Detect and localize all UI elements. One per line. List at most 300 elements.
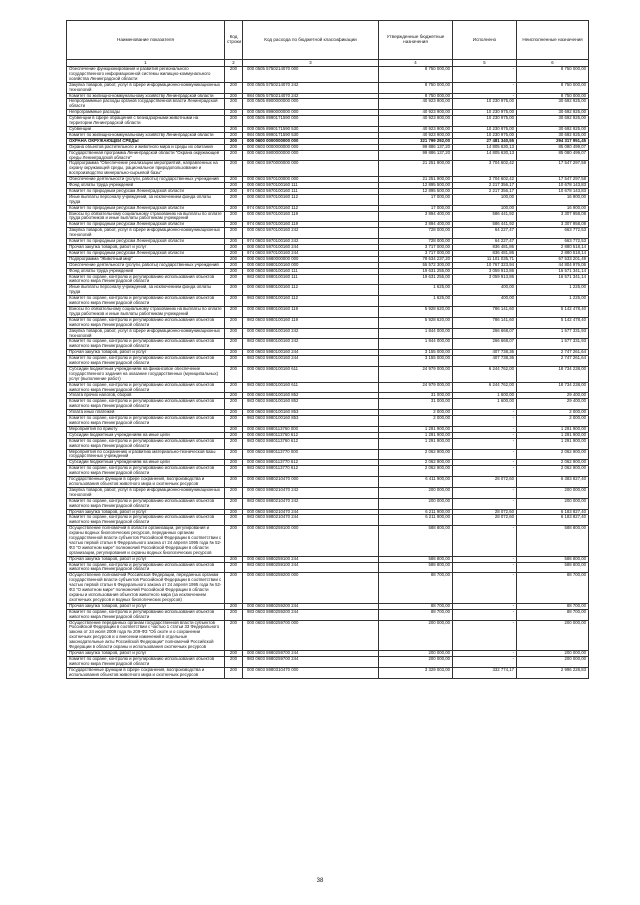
indicator-name: ОХРАНА ОКРУЖАЮЩЕЙ СРЕДЫ bbox=[67, 138, 225, 144]
indicator-name: Закупка товаров, работ, услуг в сфере информационно-коммуникационных технологий bbox=[67, 82, 225, 93]
executed-amount: 3 059 913,86 bbox=[453, 274, 517, 285]
line-code: 200 bbox=[225, 515, 243, 526]
approved-amount: 8 750 000,00 bbox=[379, 82, 453, 93]
table-row bbox=[67, 487, 589, 498]
approved-amount: 1 291 900,00 bbox=[379, 432, 453, 438]
indicator-name: Мероприятия по приюту bbox=[67, 426, 225, 432]
indicator-name: Взносы по обязательному социальному страхованию на выплаты по оплате труда работников и иные выплаты работникам учреждений bbox=[67, 211, 225, 222]
approved-amount: 1 625,00 bbox=[379, 296, 453, 307]
unexecuted-amount: 8 750 000,00 bbox=[517, 82, 589, 93]
budget-code: 000 0600 0000000000 000 bbox=[243, 138, 379, 144]
line-code: 200 bbox=[225, 526, 243, 556]
line-code: 200 bbox=[225, 609, 243, 620]
unexecuted-amount: 294 317 951,45 bbox=[517, 138, 589, 144]
unexecuted-amount: 8 750 000,00 bbox=[517, 67, 589, 83]
executed-amount: 10 230 975,00 bbox=[453, 126, 517, 132]
unexecuted-amount: 30 692 925,00 bbox=[517, 99, 589, 110]
budget-code: 000 0603 0000000000 000 bbox=[243, 144, 379, 150]
executed-amount: 400,00 bbox=[453, 296, 517, 307]
unexecuted-amount: 6 183 827,40 bbox=[517, 515, 589, 526]
unexecuted-amount: 16 900,00 bbox=[517, 194, 589, 205]
executed-amount: - bbox=[453, 466, 517, 477]
indicator-name: Субвенции bbox=[67, 126, 225, 132]
line-code: 200 bbox=[225, 620, 243, 650]
indicator-name: Субсидии бюджетным учреждениям на иные цели bbox=[67, 432, 225, 438]
approved-amount: 588 800,00 bbox=[379, 556, 453, 562]
indicator-name: Комитет по охране, контролю и регулированию использования объектов животного мира Ленинградской области bbox=[67, 399, 225, 410]
indicator-name: Закупка товаров, работ, услуг в сфере информационно-коммуникационных технологий bbox=[67, 487, 225, 498]
indicator-name: Комитет по охране, контролю и регулированию использования объектов животного мира Ленинградской области bbox=[67, 656, 225, 667]
line-code: 200 bbox=[225, 498, 243, 509]
indicator-name: Охрана объектов растительного и животного мира и среды их обитания bbox=[67, 144, 225, 150]
executed-amount: 266 668,07 bbox=[453, 328, 517, 339]
unexecuted-amount: 1 225,00 bbox=[517, 285, 589, 296]
line-code: 200 bbox=[225, 667, 243, 678]
indicator-name: Иные выплаты персоналу учреждений, за исключением фонда оплаты труда bbox=[67, 194, 225, 205]
budget-code: 000 0603 5980210470 000 bbox=[243, 477, 379, 488]
indicator-name: Комитет по природным ресурсам Ленинградской области bbox=[67, 239, 225, 245]
executed-amount: - bbox=[453, 410, 517, 416]
executed-amount: - bbox=[453, 426, 517, 432]
indicator-name: Комитет по охране, контролю и регулированию использования объектов животного мира Ленинградской области bbox=[67, 274, 225, 285]
table-row bbox=[67, 573, 589, 603]
approved-amount: 3 894 400,00 bbox=[379, 222, 453, 228]
executed-amount: 1 600,00 bbox=[453, 399, 517, 410]
indicator-name: Подпрограмма "Животный мир" bbox=[67, 256, 225, 262]
approved-amount: 31 000,00 bbox=[379, 393, 453, 399]
line-code: 200 bbox=[225, 205, 243, 211]
unexecuted-amount: 2 880 518,14 bbox=[517, 250, 589, 256]
line-code: 200 bbox=[225, 188, 243, 194]
table-row bbox=[67, 498, 589, 509]
unexecuted-amount: 10 678 143,83 bbox=[517, 183, 589, 189]
line-code: 200 bbox=[225, 556, 243, 562]
table-row bbox=[67, 82, 589, 93]
unexecuted-amount: 2 000,00 bbox=[517, 416, 589, 427]
budget-code: 983 0603 5980113770 612 bbox=[243, 466, 379, 477]
executed-amount: 28 072,60 bbox=[453, 477, 517, 488]
budget-code: 974 0603 5970100160 112 bbox=[243, 205, 379, 211]
budget-code: 000 0603 5970100160 244 bbox=[243, 245, 379, 251]
executed-amount: 332 774,17 bbox=[453, 667, 517, 678]
indicator-name: Осуществление переданных органам государственной власти субъектов Российской Федерации в соответствии с частью 1 статьи 33 Федерального закона от 24 июля 2009 года № 209-ФЗ "Об охоте и о сохранении охотничьих ресурсов и о внесении изменений в отдельные законодательные акты Российской Федерации" полномочий Российской Федерации в области охраны и использования охотничьих ресурсов bbox=[67, 620, 225, 650]
table-row bbox=[67, 515, 589, 526]
unexecuted-amount: 588 800,00 bbox=[517, 526, 589, 556]
executed-amount: 100,00 bbox=[453, 205, 517, 211]
executed-amount: 3 704 602,42 bbox=[453, 161, 517, 177]
budget-code: 000 0603 5980100160 852 bbox=[243, 393, 379, 399]
indicator-name: Осуществление полномочий в области организации, регулирования и охраны водных биологических ресурсов, переданных органам государственной власти субъектов Российской Федерации в соответствии с частью первой статьи 6 Федерального закона от 24 апреля 1995 года № 52-ФЗ "О животном мире" полномочий Российской Федерации в области организации, регулирования и охраны водных биологических ресурсов bbox=[67, 526, 225, 556]
approved-amount: 200 000,00 bbox=[379, 487, 453, 498]
table-row bbox=[67, 438, 589, 449]
budget-code: 983 0603 5980259200 244 bbox=[243, 609, 379, 620]
budget-code: 974 0603 5970100160 111 bbox=[243, 188, 379, 194]
table-row bbox=[67, 296, 589, 307]
approved-amount: 1 291 900,00 bbox=[379, 438, 453, 449]
indicator-name: Прочая закупка товаров, работ и услуг bbox=[67, 245, 225, 251]
approved-amount: 40 923 900,00 bbox=[379, 116, 453, 127]
indicator-name: Комитет по охране, контролю и регулированию использования объектов животного мира Ленинградской области bbox=[67, 296, 225, 307]
table-row bbox=[67, 194, 589, 205]
indicator-name: Фонд оплаты труда учреждений bbox=[67, 268, 225, 274]
line-code: 200 bbox=[225, 656, 243, 667]
table-row bbox=[67, 356, 589, 367]
executed-amount: 586 441,92 bbox=[453, 211, 517, 222]
unexecuted-amount: 588 800,00 bbox=[517, 562, 589, 573]
executed-amount: 2 217 356,17 bbox=[453, 183, 517, 189]
executed-amount: 10 230 975,00 bbox=[453, 110, 517, 116]
budget-code: 000 0505 5750214070 000 bbox=[243, 67, 379, 83]
unexecuted-amount: 3 307 958,08 bbox=[517, 222, 589, 228]
executed-amount: 11 101 035,71 bbox=[453, 256, 517, 262]
unexecuted-amount: 2 062 900,00 bbox=[517, 466, 589, 477]
budget-code: 000 0603 5970100160 112 bbox=[243, 194, 379, 205]
table-row bbox=[67, 161, 589, 177]
executed-amount: 14 805 630,13 bbox=[453, 144, 517, 150]
unexecuted-amount: 2 747 261,64 bbox=[517, 350, 589, 356]
executed-amount: - bbox=[453, 609, 517, 620]
indicator-name: Субсидии бюджетным учреждениям на иные цели bbox=[67, 460, 225, 466]
approved-amount: 728 000,00 bbox=[379, 228, 453, 239]
indicator-name: Комитет по природным ресурсам Ленинградской области bbox=[67, 250, 225, 256]
approved-amount: 12 895 500,00 bbox=[379, 183, 453, 189]
table-row bbox=[67, 99, 589, 110]
unexecuted-amount: 200 000,00 bbox=[517, 620, 589, 650]
column-index: 2 bbox=[225, 60, 243, 67]
executed-amount: 786 141,60 bbox=[453, 317, 517, 328]
page-number: 38 bbox=[316, 878, 324, 884]
budget-code: 000 0603 5980259100 244 bbox=[243, 556, 379, 562]
unexecuted-amount: 67 533 201,49 bbox=[517, 256, 589, 262]
executed-amount: 407 738,36 bbox=[453, 356, 517, 367]
line-code: 200 bbox=[225, 466, 243, 477]
executed-amount: - bbox=[453, 93, 517, 99]
approved-amount: 200 000,00 bbox=[379, 620, 453, 650]
table-row bbox=[67, 228, 589, 239]
executed-amount: - bbox=[453, 556, 517, 562]
budget-code: 000 0603 5970000000 000 bbox=[243, 161, 379, 177]
executed-amount: 10 230 975,00 bbox=[453, 116, 517, 127]
executed-amount: 3 059 913,86 bbox=[453, 268, 517, 274]
executed-amount: - bbox=[453, 620, 517, 650]
line-code: 200 bbox=[225, 477, 243, 488]
line-code: 200 bbox=[225, 239, 243, 245]
budget-code: 000 0603 5970100160 242 bbox=[243, 228, 379, 239]
executed-amount: - bbox=[453, 573, 517, 603]
approved-amount: 88 700,00 bbox=[379, 603, 453, 609]
budget-code: 000 0603 5900000000 000 bbox=[243, 150, 379, 161]
approved-amount: 88 700,00 bbox=[379, 609, 453, 620]
line-code: 200 bbox=[225, 110, 243, 116]
line-code: 200 bbox=[225, 366, 243, 382]
approved-amount: 728 000,00 bbox=[379, 239, 453, 245]
header-budget-code: Код расхода по бюджетной классификации bbox=[243, 21, 379, 60]
table-row bbox=[67, 366, 589, 382]
line-code: 200 bbox=[225, 67, 243, 83]
table-body bbox=[67, 67, 589, 679]
line-code: 200 bbox=[225, 268, 243, 274]
approved-amount: 6 411 900,00 bbox=[379, 477, 453, 488]
table-row bbox=[67, 150, 589, 161]
budget-code: 000 0603 5980100160 611 bbox=[243, 366, 379, 382]
line-code: 200 bbox=[225, 573, 243, 603]
unexecuted-amount: 18 734 238,00 bbox=[517, 366, 589, 382]
approved-amount: 3 717 000,00 bbox=[379, 245, 453, 251]
expenditure-table bbox=[66, 20, 589, 679]
executed-amount: 28 072,60 bbox=[453, 509, 517, 515]
line-code: 200 bbox=[225, 211, 243, 222]
table-row bbox=[67, 667, 589, 678]
line-code: 200 bbox=[225, 116, 243, 127]
indicator-name: Государственные функции в сфере сохранения, воспроизводства и использования объектов животного мира и охотничьих ресурсов bbox=[67, 667, 225, 678]
approved-amount: 1 625,00 bbox=[379, 285, 453, 296]
budget-code: 000 0505 5750214070 242 bbox=[243, 82, 379, 93]
line-code: 200 bbox=[225, 228, 243, 239]
indicator-name: Прочая закупка товаров, работ и услуг bbox=[67, 556, 225, 562]
unexecuted-amount: 3 307 958,08 bbox=[517, 211, 589, 222]
approved-amount: 88 700,00 bbox=[379, 573, 453, 603]
budget-code: 000 0505 8990000000 000 bbox=[243, 110, 379, 116]
unexecuted-amount: 8 750 000,00 bbox=[517, 93, 589, 99]
header-unexecuted: Неисполненные назначения bbox=[517, 21, 589, 60]
unexecuted-amount: 1 291 900,00 bbox=[517, 432, 589, 438]
line-code: 200 bbox=[225, 161, 243, 177]
approved-amount: 40 923 900,00 bbox=[379, 132, 453, 138]
budget-code: 000 0603 5980259700 000 bbox=[243, 620, 379, 650]
budget-code: 000 0603 5980210470 244 bbox=[243, 509, 379, 515]
table-header bbox=[67, 21, 589, 60]
budget-code: 000 0603 5980100160 119 bbox=[243, 306, 379, 317]
approved-amount: 1 844 000,00 bbox=[379, 328, 453, 339]
budget-code: 000 0603 5980113770 000 bbox=[243, 449, 379, 460]
executed-amount: - bbox=[453, 498, 517, 509]
table-row bbox=[67, 306, 589, 317]
unexecuted-amount: 2 062 900,00 bbox=[517, 460, 589, 466]
line-code: 200 bbox=[225, 194, 243, 205]
indicator-name: Уплата иных платежей bbox=[67, 410, 225, 416]
table-row bbox=[67, 285, 589, 296]
budget-code: 983 0603 5980100160 119 bbox=[243, 317, 379, 328]
line-code: 200 bbox=[225, 460, 243, 466]
budget-code: 000 0603 5970100000 000 bbox=[243, 177, 379, 183]
line-code: 200 bbox=[225, 650, 243, 656]
approved-amount: 17 000,00 bbox=[379, 205, 453, 211]
line-code: 200 bbox=[225, 177, 243, 183]
executed-amount: - bbox=[453, 432, 517, 438]
approved-amount: 8 750 000,00 bbox=[379, 67, 453, 83]
budget-code: 000 0603 5980259200 000 bbox=[243, 573, 379, 603]
executed-amount: 27 481 340,55 bbox=[453, 138, 517, 144]
line-code: 200 bbox=[225, 317, 243, 328]
executed-amount: 28 072,60 bbox=[453, 515, 517, 526]
budget-code: 984 0505 8990171590 530 bbox=[243, 132, 379, 138]
budget-code: 983 0603 5980259100 244 bbox=[243, 562, 379, 573]
line-code: 200 bbox=[225, 426, 243, 432]
executed-amount: 64 227,47 bbox=[453, 239, 517, 245]
executed-amount: - bbox=[453, 416, 517, 427]
executed-amount: 786 141,60 bbox=[453, 306, 517, 317]
executed-amount: 3 704 602,42 bbox=[453, 177, 517, 183]
indicator-name: Прочая закупка товаров, работ и услуг bbox=[67, 509, 225, 515]
table-row bbox=[67, 328, 589, 339]
indicator-name: Комитет по охране, контролю и регулированию использования объектов животного мира Ленинградской области bbox=[67, 562, 225, 573]
budget-code: 983 0603 5980210470 244 bbox=[243, 515, 379, 526]
table-row bbox=[67, 609, 589, 620]
indicator-name: Комитет по охране, контролю и регулированию использования объектов животного мира Ленинградской области bbox=[67, 416, 225, 427]
approved-amount: 2 062 900,00 bbox=[379, 449, 453, 460]
budget-code: 000 0603 5980113770 612 bbox=[243, 460, 379, 466]
unexecuted-amount: 88 700,00 bbox=[517, 609, 589, 620]
indicator-name: Комитет по жилищно-коммунальному хозяйству Ленинградской области bbox=[67, 132, 225, 138]
indicator-name: Уплата прочих налогов, сборов bbox=[67, 393, 225, 399]
indicator-name: Осуществление полномочий Российской Федерации, переданных органам государственной власти субъектов Российской Федерации в соответствии с частью первой статьи 6 Федерального закона от 24 апреля 1995 года № 52-ФЗ "О животном мире" полномочий Российской Федерации в области охраны и использования объектов животного мира (за исключением охотничьих ресурсов и водных биологических ресурсов) bbox=[67, 573, 225, 603]
executed-amount: - bbox=[453, 449, 517, 460]
line-code: 200 bbox=[225, 99, 243, 110]
line-code: 200 bbox=[225, 296, 243, 307]
line-code: 200 bbox=[225, 262, 243, 268]
unexecuted-amount: 2 062 900,00 bbox=[517, 449, 589, 460]
table-row bbox=[67, 526, 589, 556]
budget-code: 974 0603 5970100160 242 bbox=[243, 239, 379, 245]
approved-amount: 3 894 400,00 bbox=[379, 211, 453, 222]
line-code: 200 bbox=[225, 509, 243, 515]
budget-code: 983 0603 5980100160 112 bbox=[243, 296, 379, 307]
table-row bbox=[67, 562, 589, 573]
indicator-name: Комитет по охране, контролю и регулированию использования объектов животного мира Ленинградской области bbox=[67, 609, 225, 620]
unexecuted-amount: 588 800,00 bbox=[517, 556, 589, 562]
budget-code: 000 0603 5980100160 111 bbox=[243, 268, 379, 274]
table-row bbox=[67, 339, 589, 350]
approved-amount: 19 631 255,00 bbox=[379, 274, 453, 285]
unexecuted-amount: 1 577 331,93 bbox=[517, 339, 589, 350]
line-code: 200 bbox=[225, 382, 243, 393]
line-code: 200 bbox=[225, 93, 243, 99]
executed-amount: 100,00 bbox=[453, 194, 517, 205]
executed-amount: 586 441,92 bbox=[453, 222, 517, 228]
approved-amount: 99 886 137,20 bbox=[379, 150, 453, 161]
column-index: 1 bbox=[67, 60, 225, 67]
unexecuted-amount: 88 700,00 bbox=[517, 603, 589, 609]
indicator-name: Государственная программа Ленинградской области "Охрана окружающей среды Ленинградской области" bbox=[67, 150, 225, 161]
table-row bbox=[67, 382, 589, 393]
budget-code: 000 0603 5980100160 112 bbox=[243, 285, 379, 296]
budget-code: 983 0603 5980100160 611 bbox=[243, 382, 379, 393]
unexecuted-amount: 663 772,53 bbox=[517, 239, 589, 245]
unexecuted-amount: 85 080 499,07 bbox=[517, 144, 589, 150]
indicator-name: Комитет по охране, контролю и регулированию использования объектов животного мира Ленинградской области bbox=[67, 466, 225, 477]
indicator-name: Комитет по охране, контролю и регулированию использования объектов животного мира Ленинградской области bbox=[67, 317, 225, 328]
budget-code: 000 0603 5980259200 244 bbox=[243, 603, 379, 609]
line-code: 200 bbox=[225, 285, 243, 296]
line-code: 200 bbox=[225, 144, 243, 150]
approved-amount: 3 717 000,00 bbox=[379, 250, 453, 256]
header-indicator-name: Наименование показателя bbox=[67, 21, 225, 60]
executed-amount: 266 668,07 bbox=[453, 339, 517, 350]
line-code: 200 bbox=[225, 350, 243, 356]
indicator-name: Подпрограмма "Обеспечение реализации мероприятий, направленных на охрану окружающей среды, рациональное природопользование и воспроизводство минерально-сырьевой базы" bbox=[67, 161, 225, 177]
approved-amount: 2 062 900,00 bbox=[379, 460, 453, 466]
unexecuted-amount: 16 900,00 bbox=[517, 205, 589, 211]
approved-amount: 321 799 292,00 bbox=[379, 138, 453, 144]
line-code: 200 bbox=[225, 416, 243, 427]
executed-amount: 10 767 323,94 bbox=[453, 262, 517, 268]
budget-code: 000 0603 5980259700 244 bbox=[243, 650, 379, 656]
approved-amount: 17 000,00 bbox=[379, 194, 453, 205]
approved-amount: 5 928 620,00 bbox=[379, 306, 453, 317]
approved-amount: 3 155 000,00 bbox=[379, 350, 453, 356]
unexecuted-amount: 200 000,00 bbox=[517, 650, 589, 656]
budget-code: 983 0603 5980100160 242 bbox=[243, 339, 379, 350]
approved-amount: 19 631 255,00 bbox=[379, 268, 453, 274]
indicator-name: Субсидии бюджетным учреждениям на финансовое обеспечение государственного задания на оказание государственных (муниципальных) услуг (выполнение работ) bbox=[67, 366, 225, 382]
budget-code: 984 0505 5750214070 242 bbox=[243, 93, 379, 99]
table-row bbox=[67, 466, 589, 477]
budget-code: 983 0603 5980100160 852 bbox=[243, 399, 379, 410]
unexecuted-amount: 200 000,00 bbox=[517, 656, 589, 667]
budget-code: 000 0603 5980100160 242 bbox=[243, 328, 379, 339]
indicator-name: Комитет по охране, контролю и регулированию использования объектов животного мира Ленинградской области bbox=[67, 498, 225, 509]
line-code: 200 bbox=[225, 82, 243, 93]
unexecuted-amount: 2 747 261,64 bbox=[517, 356, 589, 367]
executed-amount: 836 481,86 bbox=[453, 245, 517, 251]
indicator-name: Комитет по природным ресурсам Ленинградской области bbox=[67, 222, 225, 228]
unexecuted-amount: 1 291 900,00 bbox=[517, 426, 589, 432]
indicator-name: Государственные функции в сфере сохранения, воспроизводства и использования объектов животного мира и охотничьих ресурсов bbox=[67, 477, 225, 488]
line-code: 200 bbox=[225, 183, 243, 189]
unexecuted-amount: 30 692 925,00 bbox=[517, 126, 589, 132]
indicator-name: Прочая закупка товаров, работ и услуг bbox=[67, 603, 225, 609]
budget-code: 000 0603 5980310470 000 bbox=[243, 667, 379, 678]
budget-code: 000 0603 5980100160 853 bbox=[243, 410, 379, 416]
line-code: 200 bbox=[225, 487, 243, 498]
unexecuted-amount: 30 692 925,00 bbox=[517, 110, 589, 116]
indicator-name: Непрограммные расходы органов государственной власти Ленинградской области bbox=[67, 99, 225, 110]
indicator-name: Обеспечение деятельности (услуги, работы) государственных учреждений bbox=[67, 177, 225, 183]
indicator-name: Комитет по жилищно-коммунальному хозяйству Ленинградской области bbox=[67, 93, 225, 99]
budget-code: 983 0603 5980100160 853 bbox=[243, 416, 379, 427]
indicator-name: Обеспечение деятельности (услуги, работы) государственных учреждений bbox=[67, 262, 225, 268]
indicator-name: Закупка товаров, работ, услуг в сфере информационно-коммуникационных технологий bbox=[67, 328, 225, 339]
header-approved: Утвержденные бюджетные назначения bbox=[379, 21, 453, 60]
executed-amount: 6 244 762,00 bbox=[453, 382, 517, 393]
approved-amount: 40 923 900,00 bbox=[379, 110, 453, 116]
budget-code: 000 0603 5980259100 000 bbox=[243, 526, 379, 556]
table-row bbox=[67, 449, 589, 460]
budget-code: 000 0603 5980113760 000 bbox=[243, 426, 379, 432]
unexecuted-amount: 29 400,00 bbox=[517, 393, 589, 399]
unexecuted-amount: 44 804 976,06 bbox=[517, 262, 589, 268]
unexecuted-amount: 30 692 925,00 bbox=[517, 132, 589, 138]
approved-amount: 6 211 900,00 bbox=[379, 515, 453, 526]
approved-amount: 24 979 000,00 bbox=[379, 382, 453, 393]
unexecuted-amount: 1 577 331,93 bbox=[517, 328, 589, 339]
approved-amount: 40 923 900,00 bbox=[379, 126, 453, 132]
executed-amount: - bbox=[453, 487, 517, 498]
approved-amount: 21 251 900,00 bbox=[379, 161, 453, 177]
table-row bbox=[67, 620, 589, 650]
budget-code: 983 0603 5980100160 111 bbox=[243, 274, 379, 285]
column-index-row bbox=[67, 60, 589, 67]
indicator-name: Взносы по обязательному социальному страхованию на выплаты по оплате труда работников и иные выплаты работникам учреждений bbox=[67, 306, 225, 317]
executed-amount: 1 600,00 bbox=[453, 393, 517, 399]
unexecuted-amount: 16 571 341,14 bbox=[517, 268, 589, 274]
unexecuted-amount: 29 400,00 bbox=[517, 399, 589, 410]
executed-amount: 400,00 bbox=[453, 285, 517, 296]
line-code: 200 bbox=[225, 126, 243, 132]
approved-amount: 12 895 500,00 bbox=[379, 188, 453, 194]
unexecuted-amount: 5 142 478,40 bbox=[517, 317, 589, 328]
approved-amount: 200 000,00 bbox=[379, 656, 453, 667]
